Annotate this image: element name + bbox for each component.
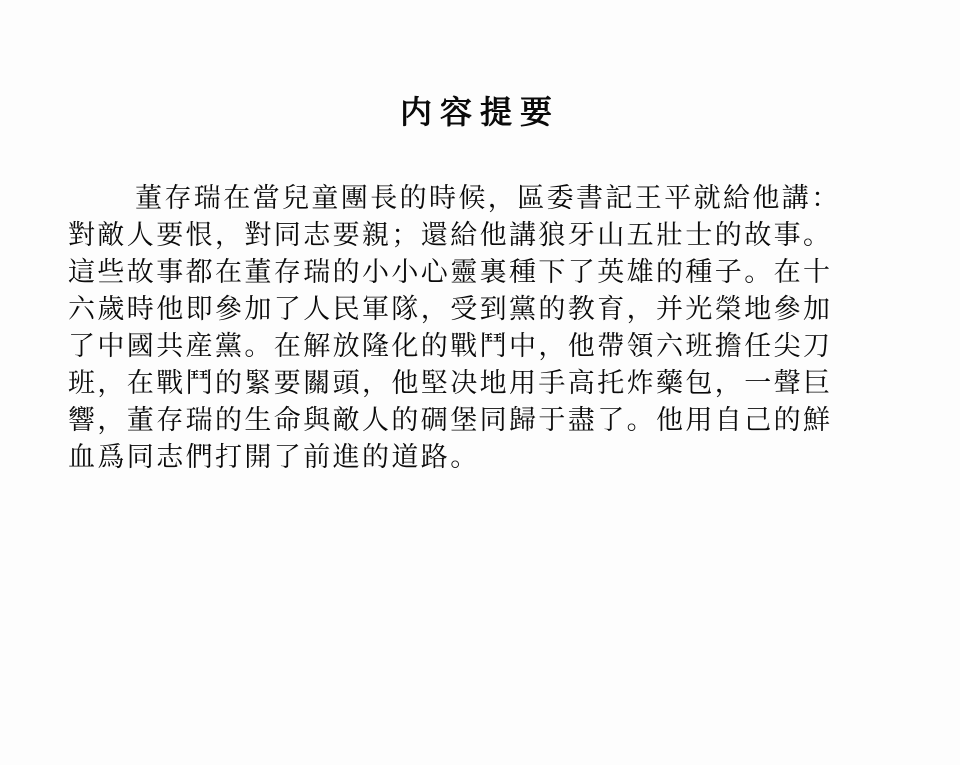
summary-paragraph xyxy=(68,180,908,476)
paragraph-line: 對敵人要恨，對同志要親；還給他講狼牙山五壯士的故事。 xyxy=(68,220,833,251)
paragraph-line: 了中國共産黨。在解放隆化的戰鬥中，他帶領六班擔任尖刀 xyxy=(68,331,833,362)
paragraph-line: 這些故事都在董存瑞的小小心靈裏種下了英雄的種子。在十 xyxy=(68,257,833,288)
paragraph-line: 響，董存瑞的生命與敵人的碉堡同歸于盡了。他用自己的鮮 xyxy=(68,405,833,436)
paragraph-line: 班，在戰鬥的緊要關頭，他堅决地用手高托炸藥包，一聲巨 xyxy=(68,368,833,399)
paragraph-line: 六歲時他即參加了人民軍隊，受到黨的教育，并光榮地參加 xyxy=(68,294,833,325)
paragraph-line: 董存瑞在當兒童團長的時候，區委書記王平就給他講： xyxy=(135,183,841,214)
page-title: 内容提要 xyxy=(399,93,560,131)
paragraph-line: 血爲同志們打開了前進的道路。 xyxy=(68,442,480,473)
